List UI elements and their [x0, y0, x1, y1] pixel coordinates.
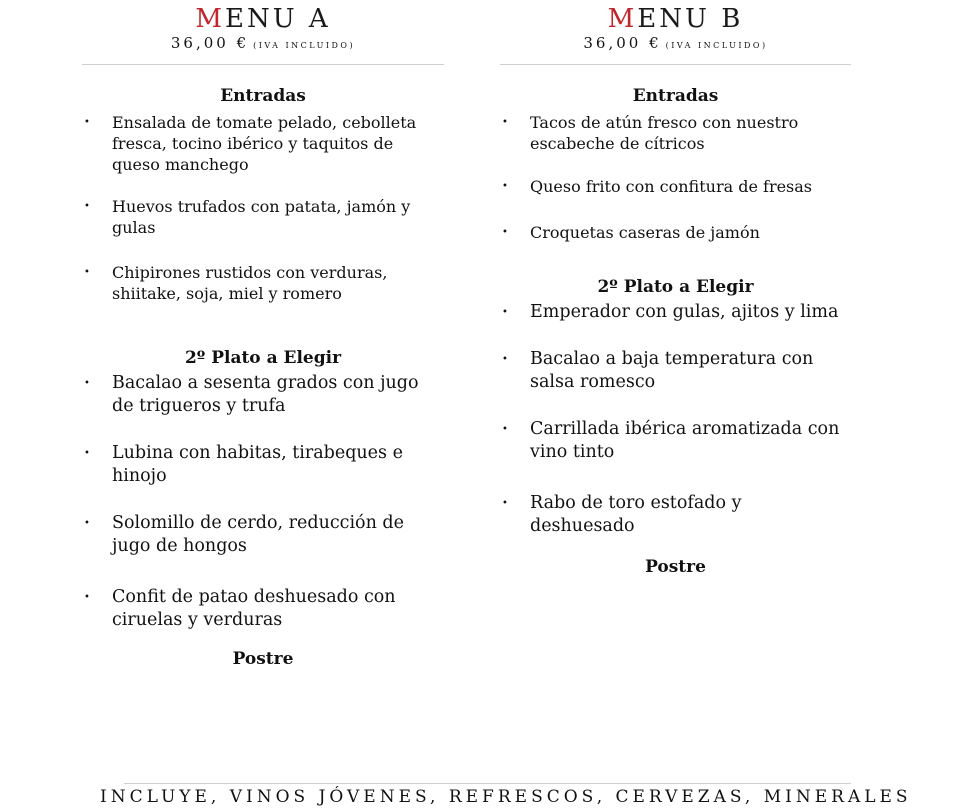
list-item-text: Rabo de toro estofado y deshuesado — [530, 493, 742, 536]
list-item-text: Emperador con gulas, ajitos y lima — [530, 302, 839, 322]
list-item-text: Huevos trufados con patata, jamón y gulas — [112, 197, 411, 237]
menu-a-entradas-list — [82, 112, 444, 304]
menu-a-segundo-title: 2º Plato a Elegir — [184, 348, 342, 368]
bullet-icon: • — [502, 227, 508, 238]
bullet-icon: • — [84, 117, 90, 128]
menu-a-iva: (IVA INCLUIDO) — [253, 41, 356, 50]
menu-a-postre-title: Postre — [232, 649, 294, 669]
menu-b-title-initial: M — [607, 4, 638, 34]
footer-includes: INCLUYE, VINOS JÓVENES, REFRESCOS, CERVEZAS, MINERALES — [100, 787, 912, 807]
list-item — [500, 222, 851, 243]
menu-a-segundo-list — [82, 372, 444, 632]
bullet-icon: • — [502, 181, 508, 192]
list-item — [500, 418, 851, 464]
menu-b — [500, 0, 851, 577]
menu-b-entradas-title: Entradas — [632, 86, 719, 106]
menu-b-entradas-list — [500, 112, 851, 243]
list-item — [500, 492, 851, 538]
list-item-text: Bacalao a sesenta grados con jugo de trigueros y trufa — [112, 373, 419, 416]
menu-b-title-rest: ENU B — [637, 4, 744, 34]
menu-a-title-initial: M — [195, 4, 225, 34]
bullet-icon: • — [84, 518, 90, 529]
list-item — [500, 176, 851, 197]
bullet-icon: • — [84, 378, 90, 389]
list-item — [500, 112, 851, 154]
menu-a — [82, 0, 444, 669]
menu-b-price: 36,00 € — [583, 34, 662, 52]
menu-a-title-rest: ENU A — [224, 4, 331, 34]
list-item — [82, 112, 444, 175]
menu-a-price-line — [82, 34, 444, 55]
list-item-text: Chipirones rustidos con verduras, shiitake, soja, miel y romero — [112, 263, 388, 303]
list-item — [500, 348, 851, 394]
list-item — [82, 586, 444, 632]
menu-b-title — [500, 4, 851, 34]
list-item — [82, 262, 444, 304]
menu-b-segundo-title: 2º Plato a Elegir — [597, 277, 754, 297]
bullet-icon: • — [502, 117, 508, 128]
menu-a-title — [82, 4, 444, 34]
menu-b-price-line — [500, 34, 851, 55]
list-item — [82, 512, 444, 558]
menu-b-divider — [500, 64, 851, 65]
list-item-text: Lubina con habitas, tirabeques e hinojo — [112, 443, 403, 486]
list-item-text: Croquetas caseras de jamón — [530, 223, 760, 242]
list-item-text: Bacalao a baja temperatura con salsa romesco — [530, 349, 814, 392]
list-item-text: Carrillada ibérica aromatizada con vino tinto — [530, 419, 840, 462]
menu-b-iva: (IVA INCLUIDO) — [665, 41, 768, 50]
bullet-icon: • — [84, 448, 90, 459]
bullet-icon: • — [502, 354, 508, 365]
list-item-text: Ensalada de tomate pelado, cebolleta fresca, tocino ibérico y taquitos de queso manchego — [112, 113, 417, 174]
bullet-icon: • — [502, 307, 508, 318]
list-item — [82, 372, 444, 418]
list-item-text: Confit de pataо deshuesado con ciruelas y verduras — [112, 587, 396, 630]
bullet-icon: • — [502, 424, 508, 435]
bullet-icon: • — [502, 498, 508, 509]
list-item — [500, 301, 851, 324]
menu-b-postre-title: Postre — [645, 557, 706, 577]
bullet-icon: • — [84, 201, 90, 212]
bullet-icon: • — [84, 267, 90, 278]
list-item-text: Queso frito con confitura de fresas — [530, 177, 813, 196]
list-item-text: Solomillo de cerdo, reducción de jugo de hongos — [112, 513, 404, 556]
list-item — [82, 196, 444, 238]
menu-b-segundo-list — [500, 301, 851, 538]
footer-divider — [124, 783, 851, 784]
menu-a-entradas-title: Entradas — [220, 86, 306, 106]
menu-a-price: 36,00 € — [170, 34, 250, 52]
menu-a-divider — [82, 64, 444, 65]
list-item — [82, 442, 444, 488]
list-item-text: Tacos de atún fresco con nuestro escabeche de cítricos — [530, 113, 799, 153]
bullet-icon: • — [84, 592, 90, 603]
